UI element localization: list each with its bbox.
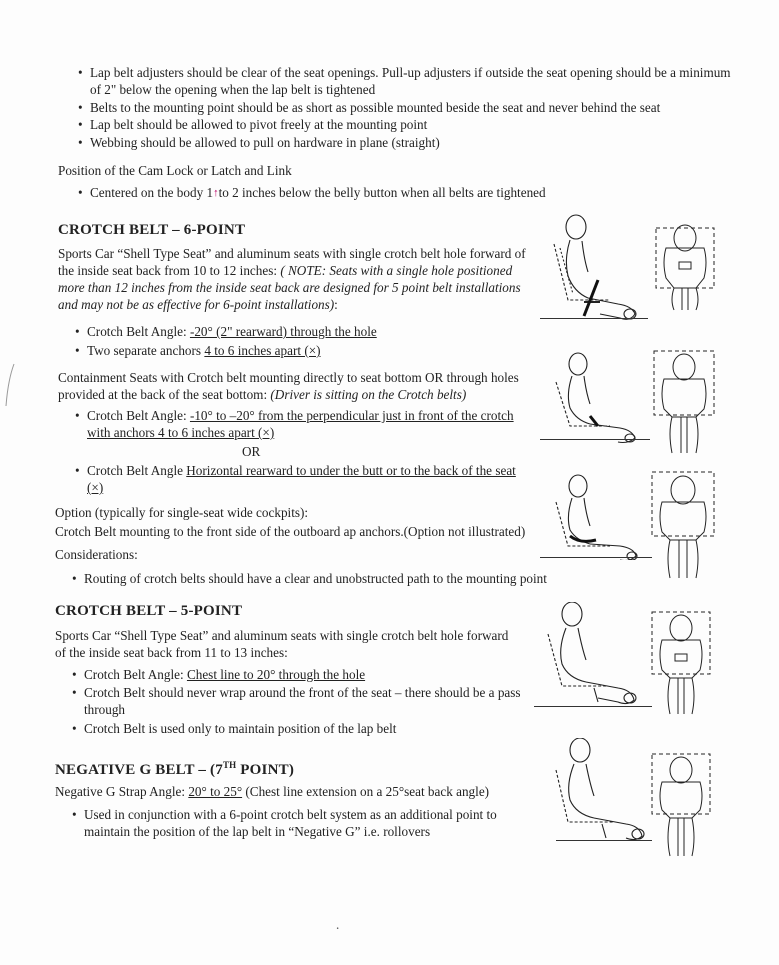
bullet-value: 4 to 6 inches apart (×) — [204, 343, 321, 358]
rearward-front-diagram — [648, 466, 718, 582]
list-item — [75, 462, 525, 496]
containment-side-diagram — [540, 352, 650, 444]
five-intro: Sports Car “Shell Type Seat” and aluminum seats with single crotch belt hole forward of the inside seat back from 11 to 13 inches: — [55, 628, 509, 660]
cam-bullet — [78, 184, 718, 203]
list-item: • Webbing should be allowed to pull on hardware in plane (straight) — [78, 134, 733, 151]
list-item: • Belts to the mounting point should be as short as possible mounted beside the seat and never behind the seat — [78, 99, 733, 116]
bullet-label: Crotch Belt Angle — [87, 463, 187, 478]
baseline — [540, 557, 652, 558]
seat-front-diagram-6pt — [652, 222, 718, 312]
baseline — [534, 706, 652, 707]
cam-text-b: to 2 inches below the belly button when all belts are tightened — [218, 185, 546, 200]
title-part-a: NEGATIVE G BELT – (7 — [55, 762, 223, 778]
strap-value: 20° to 25° — [188, 784, 243, 799]
section-title-5-point: CROTCH BELT – 5-POINT — [55, 603, 243, 619]
considerations-bullets — [72, 570, 612, 587]
list-item — [78, 184, 718, 203]
margin-mark — [0, 360, 20, 410]
negative-g-side-diagram — [546, 738, 656, 848]
section-title-negative-g — [55, 760, 294, 779]
six-intro: Sports Car “Shell Type Seat” and aluminum seats with single crotch belt hole forward of the inside seat back from 10 to 12 inches: ( NOTE: Seats with a single hole positioned more than 12 inches from the inside seat back are designed for 5 point belt installations and may not be as effective for 6-point installations): — [58, 246, 526, 312]
list-item: • Crotch Belt should never wrap around the front of the seat – there should be a pass through — [72, 684, 522, 718]
negative-g-bullets — [72, 806, 532, 840]
strap-label: Negative G Strap Angle: — [55, 784, 189, 799]
bullet-label: Crotch Belt Angle: — [87, 408, 190, 423]
cam-heading: Position of the Cam Lock or Latch and Link — [58, 163, 292, 178]
list-item: • Crotch Belt is used only to maintain position of the lap belt — [72, 720, 522, 737]
five-bullets — [72, 666, 522, 737]
bullet-value: Chest line to 20° through the hole — [186, 667, 366, 682]
bullet-value: -10° to –20° from the perpendicular just in front of the crotch with anchors 4 to 6 inches apart (×) — [87, 408, 514, 440]
baseline — [540, 439, 650, 440]
six-note: ( NOTE: Seats with a single hole positioned more than 12 inches from the inside seat back are designed for 5 point belt installations and may not be as effective for 6-point installations) — [58, 263, 521, 312]
six-bullets-a — [75, 323, 545, 359]
baseline — [556, 840, 652, 841]
top-bullets — [78, 64, 733, 151]
considerations-heading: Considerations: — [55, 547, 138, 562]
cam-text-a: Centered on the body 1 — [90, 185, 214, 200]
negative-g-front-diagram — [648, 748, 714, 860]
six-bullets-b — [75, 407, 525, 441]
section-title-6-point: CROTCH BELT – 6-POINT — [58, 222, 246, 238]
strap-rest: (Chest line extension on a 25°seat back angle) — [242, 784, 490, 799]
list-item — [72, 666, 522, 683]
list-item: • Lap belt should be allowed to pivot freely at the mounting point — [78, 116, 733, 133]
bullet-label: Two separate anchors — [87, 343, 205, 358]
baseline — [540, 318, 648, 319]
seat-side-diagram-6pt — [540, 214, 650, 326]
footer-mark: . — [336, 917, 340, 932]
containment-note: (Driver is sitting on the Crotch belts) — [270, 387, 467, 402]
bullet-label: Crotch Belt Angle: — [87, 324, 190, 339]
bullet-label: Crotch Belt Angle: — [84, 667, 187, 682]
rearward-side-diagram — [546, 474, 654, 560]
six-bullets-c — [75, 462, 525, 496]
list-item — [75, 407, 525, 441]
list-item: • Routing of crotch belts should have a clear and unobstructed path to the mounting point — [72, 570, 612, 587]
list-item: • Lap belt adjusters should be clear of the seat openings. Pull-up adjusters if outside the seat opening should be a minimum of 2" below the opening when the lap belt is tightened — [78, 64, 733, 98]
list-item: • Used in conjunction with a 6-point crotch belt system as an additional point to maintain the position of the lap belt in “Negative G” i.e. rollovers — [72, 806, 532, 840]
list-item — [75, 323, 545, 340]
containment-front-diagram — [650, 345, 718, 457]
stray-mark: ↑ — [213, 187, 219, 199]
seat-front-diagram-5pt — [648, 606, 714, 718]
title-part-b: POINT) — [236, 762, 295, 778]
negative-g-strap — [55, 783, 545, 800]
option-heading: Option (typically for single-seat wide cockpits): — [55, 505, 309, 520]
bullet-value: -20° (2" rearward) through the hole — [189, 324, 377, 339]
seat-side-diagram-5pt — [536, 602, 652, 714]
containment-main: Containment Seats with Crotch belt mounting directly to seat bottom OR through holes provided at the back of the seat bottom: — [58, 370, 519, 402]
or-text: OR — [242, 444, 261, 459]
list-item — [75, 342, 545, 359]
title-sup: TH — [222, 760, 237, 770]
six-intro-text: Sports Car “Shell Type Seat” and aluminum seats with single crotch belt hole forward of the inside seat back from 10 to 12 inches: — [58, 246, 526, 278]
option-text: Crotch Belt mounting to the front side of the outboard ap anchors.(Option not illustrated) — [55, 524, 526, 539]
containment-text — [58, 369, 538, 403]
bullet-value: Horizontal rearward to under the butt or to the back of the seat (×) — [87, 463, 516, 495]
